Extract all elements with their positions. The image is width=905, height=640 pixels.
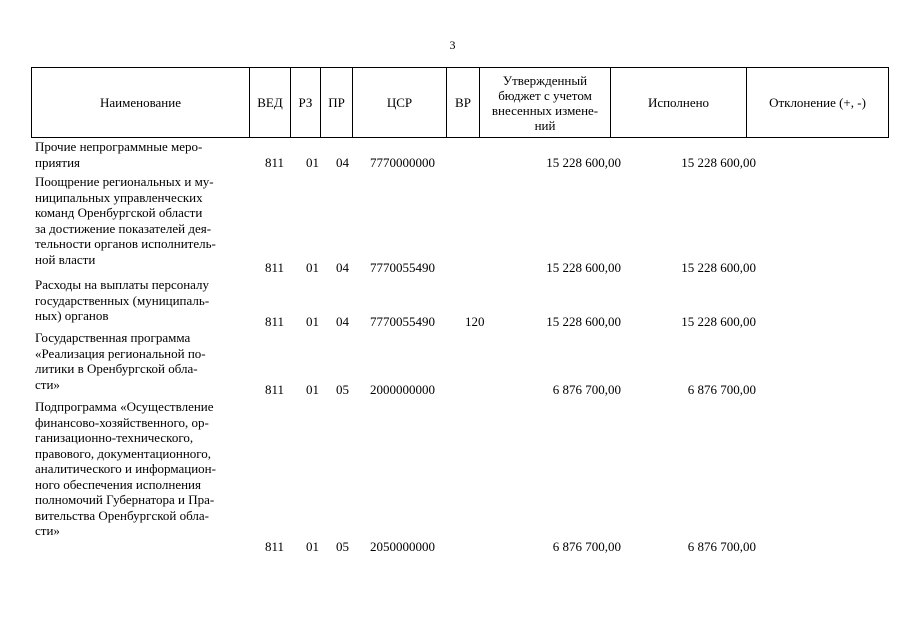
row-ved: 811 <box>265 538 285 554</box>
row-approved: 15 228 600,00 <box>546 313 621 329</box>
row-rz: 01 <box>306 381 319 397</box>
row-approved: 6 876 700,00 <box>552 381 621 397</box>
row-csr: 2000000000 <box>370 381 435 397</box>
row-approved: 15 228 600,00 <box>546 259 621 275</box>
row-csr: 7770055490 <box>370 313 435 329</box>
row-name: Подпрограмма «Осуществление финансово-хозяйственного, ор- ганизационно-технического, правового, документационного, аналитического и информацион- ного обеспечения исполнения полномочий Губернатора и Пра- вительства Оренбургской обла- сти» <box>35 399 216 538</box>
row-approved: 15 228 600,00 <box>546 154 621 170</box>
row-executed: 15 228 600,00 <box>681 154 756 170</box>
row-name: Прочие непрограммные меро- приятия <box>35 139 203 170</box>
table-row <box>0 399 905 554</box>
row-name: Расходы на выплаты персоналу государственных (муниципаль- ных) органов <box>35 277 210 323</box>
header-deviation: Отклонение (+, -) <box>747 68 889 138</box>
row-ved: 811 <box>265 154 285 170</box>
row-csr: 7770055490 <box>370 259 435 275</box>
header-ved: ВЕД <box>250 68 291 138</box>
row-pr: 05 <box>336 538 349 554</box>
row-csr: 2050000000 <box>370 538 435 554</box>
row-executed: 6 876 700,00 <box>687 538 756 554</box>
row-executed: 15 228 600,00 <box>681 259 756 275</box>
header-executed: Исполнено <box>611 68 747 138</box>
row-pr: 04 <box>336 259 349 275</box>
header-csr: ЦСР <box>353 68 447 138</box>
row-vr: 120 <box>465 313 485 329</box>
page-number: 3 <box>449 38 456 52</box>
header-approved-budget: Утвержденный бюджет с учетом внесенных измене-ний <box>480 68 611 138</box>
row-pr: 05 <box>336 381 349 397</box>
row-executed: 6 876 700,00 <box>687 381 756 397</box>
table-row <box>0 330 905 397</box>
row-rz: 01 <box>306 259 319 275</box>
table-header <box>31 67 889 138</box>
header-rz: РЗ <box>291 68 321 138</box>
header-vr: ВР <box>447 68 480 138</box>
row-rz: 01 <box>306 538 319 554</box>
row-name: Поощрение региональных и му- ниципальных управленческих команд Оренбургской области за достижение показателей дея- тельности органов исполнитель- ной власти <box>35 174 216 267</box>
row-rz: 01 <box>306 154 319 170</box>
row-ved: 811 <box>265 313 285 329</box>
table-row <box>0 139 905 170</box>
row-csr: 7770000000 <box>370 154 435 170</box>
row-rz: 01 <box>306 313 319 329</box>
header-name: Наименование <box>32 68 250 138</box>
row-name: Государственная программа «Реализация региональной по- литики в Оренбургской обла- сти» <box>35 330 206 392</box>
table-row <box>0 174 905 275</box>
row-approved: 6 876 700,00 <box>552 538 621 554</box>
row-executed: 15 228 600,00 <box>681 313 756 329</box>
header-pr: ПР <box>321 68 353 138</box>
row-pr: 04 <box>336 313 349 329</box>
row-pr: 04 <box>336 154 349 170</box>
table-row <box>0 277 905 329</box>
row-ved: 811 <box>265 381 285 397</box>
row-ved: 811 <box>265 259 285 275</box>
